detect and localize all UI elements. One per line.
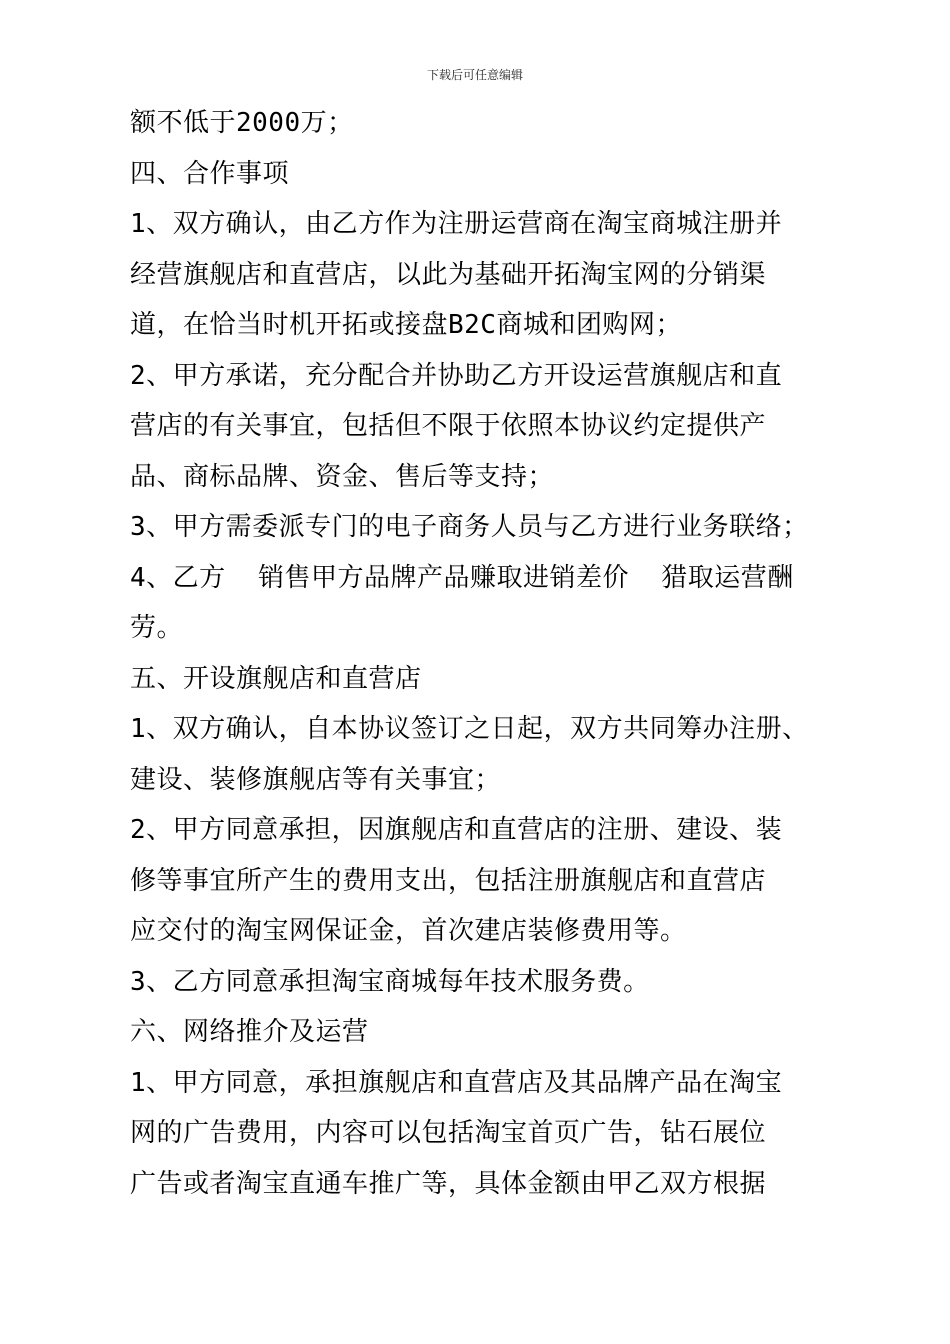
text-line: 建设、装修旗舰店等有关事宜； xyxy=(130,764,502,795)
text-line: 2、甲方承诺，充分配合并协助乙方开设运营旗舰店和直 xyxy=(130,360,783,391)
page-header: 下载后可任意编辑 xyxy=(426,68,523,82)
text-line: 3、甲方需委派专门的电子商务人员与乙方进行业务联络； xyxy=(130,512,809,542)
section-heading: 五、开设旗舰店和直营店 xyxy=(130,663,422,694)
section-heading: 六、网络推介及运营 xyxy=(130,1017,369,1047)
text-line: 道，在恰当时机开拓或接盘B2C商城和团购网； xyxy=(130,310,682,340)
text-line: 1、双方确认，自本协议签订之日起，双方共同筹办注册、 xyxy=(130,714,809,744)
text-line: 2、甲方同意承担，因旗舰店和直营店的注册、建设、装 xyxy=(130,815,783,845)
text-line: 营店的有关事宜，包括但不限于依照本协议约定提供产 xyxy=(130,411,767,441)
text-line: 额不低于2000万； xyxy=(130,108,354,138)
text-line: 劳。 xyxy=(130,613,184,643)
text-line: 应交付的淘宝网保证金，首次建店装修费用等。 xyxy=(130,916,687,946)
text-line: 3、乙方同意承担淘宝商城每年技术服务费。 xyxy=(130,966,650,997)
text-line: 4、乙方 销售甲方品牌产品赚取进销差价 猎取运营酬 xyxy=(130,562,794,593)
text-line: 经营旗舰店和直营店，以此为基础开拓淘宝网的分销渠 xyxy=(130,259,767,290)
text-line: 修等事宜所产生的费用支出，包括注册旗舰店和直营店 xyxy=(130,865,767,896)
document-body xyxy=(130,98,850,1209)
section-heading: 四、合作事项 xyxy=(130,158,290,189)
text-line: 网的广告费用，内容可以包括淘宝首页广告，钻石展位 xyxy=(130,1118,767,1148)
text-line: 广告或者淘宝直通车推广等，具体金额由甲乙双方根据 xyxy=(130,1168,767,1199)
text-line: 1、甲方同意，承担旗舰店和直营店及其品牌产品在淘宝 xyxy=(130,1067,783,1098)
text-line: 1、双方确认，由乙方作为注册运营商在淘宝商城注册并 xyxy=(130,209,783,239)
text-line: 品、商标品牌、资金、售后等支持； xyxy=(130,461,555,492)
